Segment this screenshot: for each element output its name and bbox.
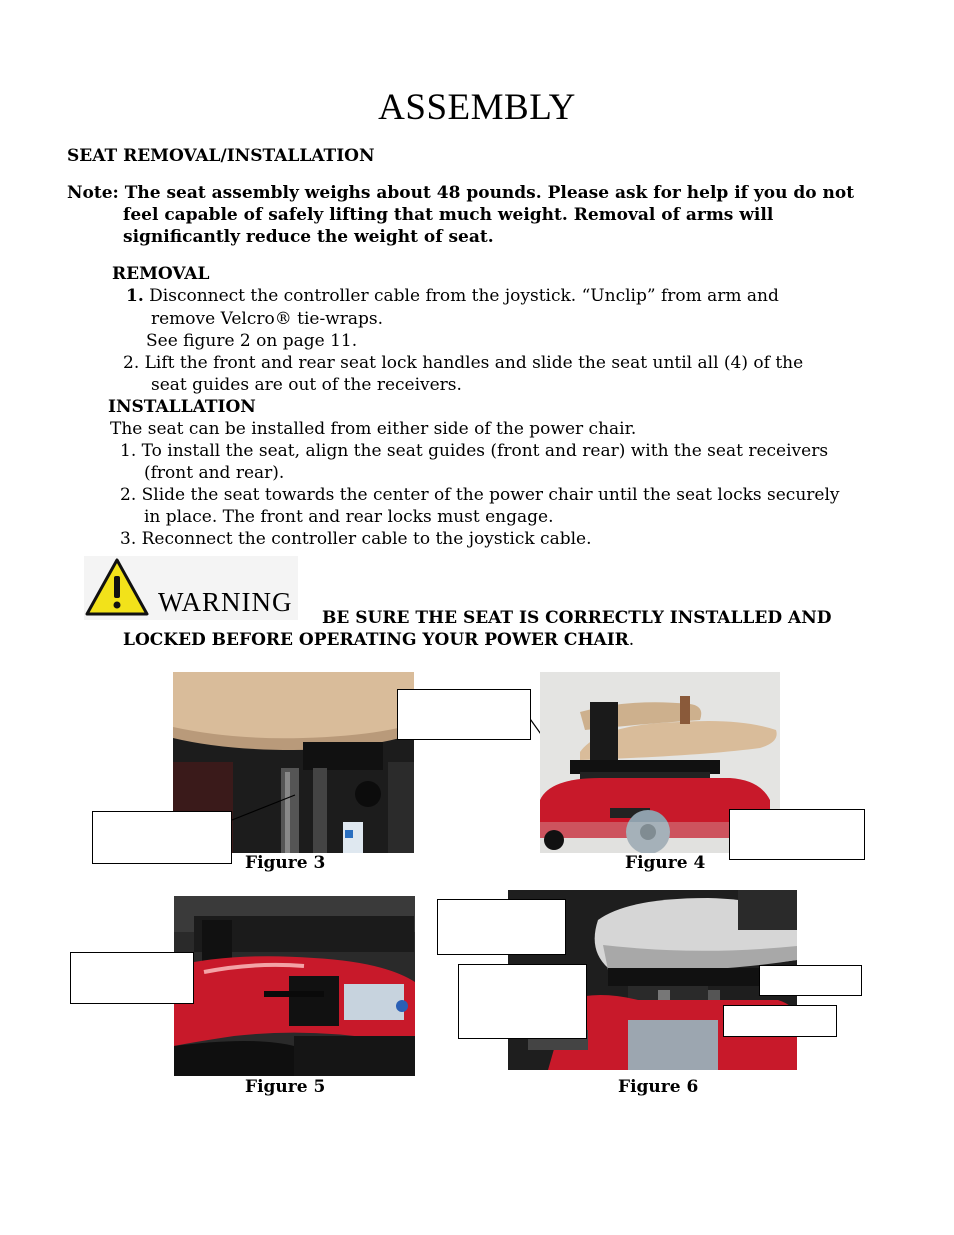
installation-step-3: 3. Reconnect the controller cable to the joystick cable.: [120, 529, 592, 549]
warning-line-2-end: .: [628, 630, 635, 650]
figure-5-caption: Figure 5: [245, 1077, 326, 1097]
removal-step-1: [126, 286, 779, 306]
installation-step-1-line-2: (front and rear).: [144, 463, 285, 483]
removal-step-2: 2. Lift the front and rear seat lock handles and slide the seat until all (4) of the: [123, 353, 804, 373]
removal-heading: REMOVAL: [112, 264, 210, 284]
figure-3-label-box: [92, 811, 232, 864]
installation-intro: The seat can be installed from either side of the power chair.: [110, 419, 637, 439]
section-heading: SEAT REMOVAL/INSTALLATION: [67, 146, 375, 166]
warning-line-2: [123, 630, 634, 650]
figure-6-caption: Figure 6: [618, 1077, 699, 1097]
note-line-3: significantly reduce the weight of seat.: [123, 227, 494, 247]
removal-step-2-line-2: seat guides are out of the receivers.: [151, 375, 462, 395]
figure-6-label-box-left: [458, 964, 587, 1039]
note-line-2: feel capable of safely lifting that much weight. Removal of arms will: [123, 205, 774, 225]
warning-line-2-text: LOCKED BEFORE OPERATING YOUR POWER CHAIR: [123, 630, 629, 650]
figure-4-label-box-right: [729, 809, 865, 860]
installation-heading: INSTALLATION: [108, 397, 256, 417]
figure-4-label-box-left: [397, 689, 531, 740]
note-line-1: Note: The seat assembly weighs about 48 pounds. Please ask for help if you do not: [67, 183, 855, 203]
figure-6-label-box-top-left: [437, 899, 566, 955]
figure-6-label-box-right-bottom: [723, 1005, 837, 1037]
warning-label: WARNING: [158, 587, 293, 617]
figure-5-photo: [174, 896, 415, 1076]
removal-step-1-line-2: remove Velcro® tie-wraps.: [151, 309, 384, 329]
figure-3-caption: Figure 3: [245, 853, 326, 873]
installation-step-1: 1. To install the seat, align the seat guides (front and rear) with the seat receivers: [120, 441, 829, 461]
figure-5-label-box: [70, 952, 194, 1004]
warning-banner: [84, 556, 298, 620]
installation-step-2: 2. Slide the seat towards the center of the power chair until the seat locks securely: [120, 485, 840, 505]
removal-step-1-line-3: See figure 2 on page 11.: [146, 331, 358, 351]
removal-step-1-number: 1.: [126, 286, 144, 306]
figure-6-label-box-right-top: [759, 965, 862, 996]
warning-line-1: BE SURE THE SEAT IS CORRECTLY INSTALLED AND: [322, 608, 832, 628]
page-title: ASSEMBLY: [378, 87, 576, 128]
figure-4-caption: Figure 4: [625, 853, 706, 873]
removal-step-1-text: Disconnect the controller cable from the joystick. “Unclip” from arm and: [143, 286, 779, 306]
installation-step-2-line-2: in place. The front and rear locks must engage.: [144, 507, 554, 527]
